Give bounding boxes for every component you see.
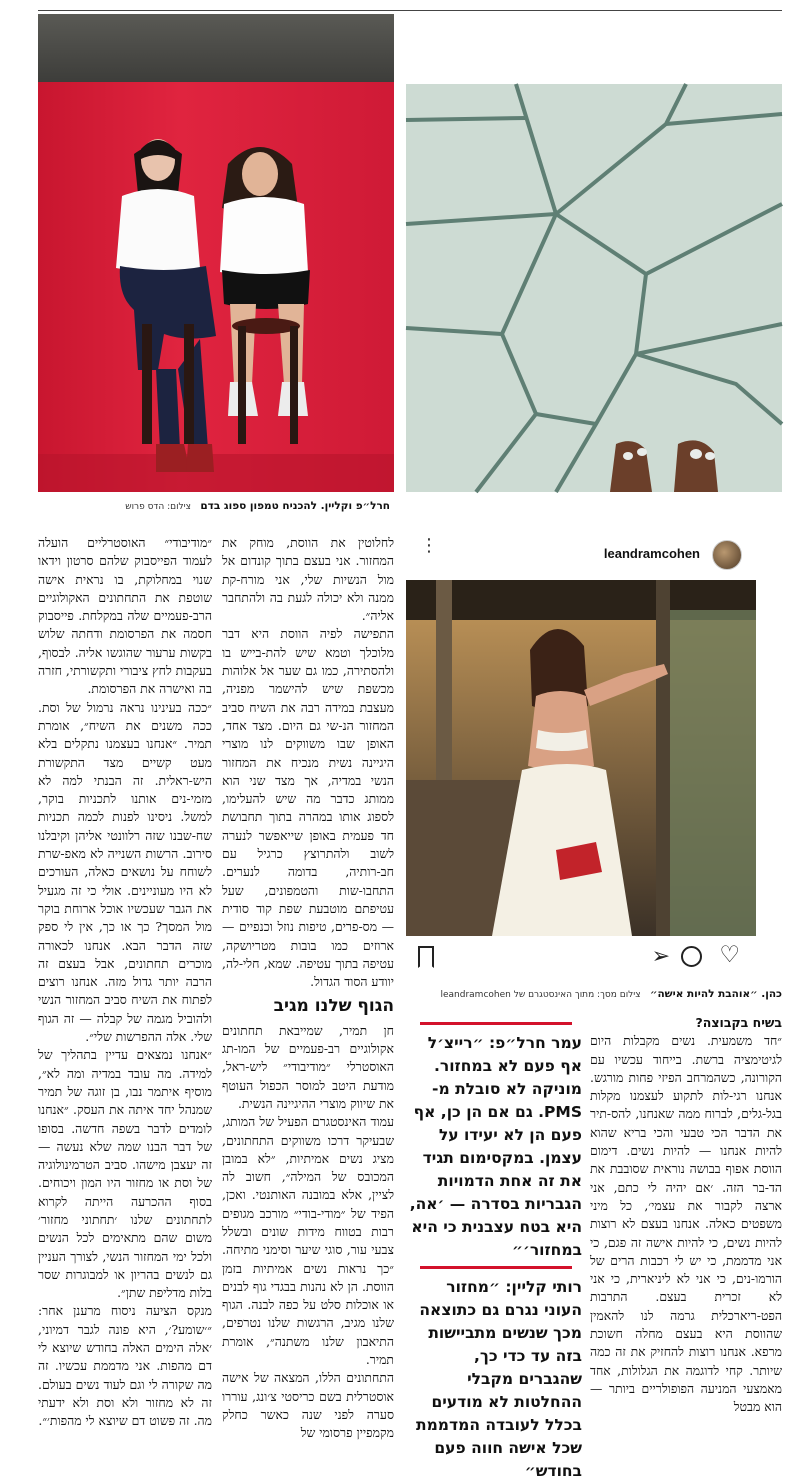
article-paragraph: מנקס הציעה ניסוח מרענן אחר: ״׳שומע?׳, היא פונה לגבר דמיוני, ׳אלה הימים האלה בחודש שיוצא לי דם מהפות. אני מדממת עכשיו. זה מה שקורה לי וגם לעוד נשים בעולם. זה לא מחזור ולא וסת ולא ידעתי מה. זה פשוט דם שיוצא לי מהפות׳״. — [38, 1303, 212, 1429]
share-icon[interactable]: ➢ — [651, 944, 670, 969]
like-icon[interactable]: ♡ — [719, 942, 740, 968]
instagram-actions — [406, 944, 756, 974]
section-heading: הגוף שלנו מגיב — [273, 996, 394, 1017]
article-paragraph: ״חד משמעית. נשים מקבלות היום לגיטימציה ברשת. בייחוד עכשיו עם הקורונה, כשהמרחב הפיזי פחות מורגש. אנחנו רגי-לות לתקוע לעצמנו מקלות בגל-גלים, לברוח ממה שאנחנו, להס-תיר את הדבר הכי טבעי והכי בריא שהוא להיות אנחנו — להיות נשים. דימום הווסת אפוף בבושה נוראית שסובבת את הד-בר הזה. ׳אם יהיה לי כתם, אני ארצה לקבור את עצמי׳, כל מיני משפטים כאלה. אנחנו בעצם לא רוצות להיות נשים, כי להיות אישה זה פגם, כי אני מדממת, כי יש לי רכבות הרים של הורמו-נים, כי אני לא ליניארית, כי אני לא זכרית בעצם. התרבות הפט-ריארכלית גרמה לנו להאמין שהווסת היא בעצם מחלה חשוכת מרפא. אנחנו רוצות להחזיק את זה כמה שיותר. קחי לדוגמה את הגלולות, אחד מאמצעי המניעה הפופולריים ביותר — הוא מבטל — [590, 1033, 782, 1415]
pull-quote: רותי קליין: ״מחזור העוני נגרם גם כתוצאה מכך שנשים מתביישות בזה עד כדי כך, שהגברים מקבלי ההחלטות לא מודעים בכלל לעובדה המדממת שכל אישה חווה פעם בחודש״ — [415, 1278, 582, 1480]
photo-caption-text: חרל״פ וקליין. להכניח טמפון ספוג בדם — [200, 500, 390, 512]
article-column-left — [38, 534, 212, 1462]
subsection-heading: בשיח בקבוצה? — [695, 1015, 782, 1030]
instagram-post-header — [406, 536, 782, 576]
photo-tiled-floor — [406, 84, 782, 492]
article-paragraph: ״אנחנו נמצאים עדיין בתהליך של למידה. מה עובד במדיה ומה לא״, מוסיף איתמר נבו, בן זוגה של תמיר שמנהל יחד איתה את העסק. ״אנחנו לומדים לדבר בשפה חדשה. בסופו של דבר הבנו שמה שלא נעשה — זה יעצבן מישהו. סביב הטרמינולוגיה של וסת או מחזור היו המון ויכוחים. בסוף ההכרעה הייתה לקרוא לתחתונים שלנו ׳תחתוני מחזור׳ משום שהם מתאימים לכל הנשים ולכל ימי המחזור הנשי, לצורך העניין גם לנשים בהריון או למבוגרות שסר בלות מדליפת שתן״. — [38, 1047, 212, 1301]
photo-duo-portrait — [38, 14, 394, 492]
bookmark-icon[interactable] — [418, 946, 434, 968]
pull-quote: עמר חרל״פ: ״רייצ׳ל אף פעם לא במחזור. מוניקה לא סובלת מ-PMS. גם אם הן כן, אף פעם הן לא יעידו על עצמן. במקסימום תגיד את זה אחת הדמויות הגבריות בסדרה — ׳אה, היא בטח עצבנית כי היא במחזור׳״ — [409, 1034, 582, 1259]
photo-caption-credit: צילום: הדס פרוש — [125, 502, 192, 512]
article-paragraph: ״ככה בעינינו נראה נרמול של וסת. ככה משנים את השיח״, אומרת תמיר. ״אנחנו בעצמנו נתקלים בלא מעט קשיים מצד התקשורת היש-ראלית. זה הבנתי למה לא מזמי-נים אותנו לתכניות בוקר, למשל. ניסינו לפנות לכמה תכניות שח-שבנו שזה רלוונטי אליהן וקיבלנו סירוב. הרשות השנייה לא מאפ-שרת לשוחח על נושאים כאלה, העורכים לא היו מעוניינים. אולי כי זה מגעיל את הגבר שעכשיו אוכל ארוחת בוקר מול המסך? כך או כך, אין לי ספק שזה הדבר הבא. אנחנו לכאורה מוכרים תחתונים, אבל בעצם זה הרבה יותר גדול מזה. אנחנו רוצים לפתוח את השיח סביב המחזור הנשי ולהוביל מגמה של קבלה — זה הגוף שלי. אלה ההפרשות שלי״. — [38, 699, 212, 1045]
avatar[interactable] — [712, 540, 742, 570]
more-options-icon[interactable]: ⋮ — [420, 535, 438, 556]
comment-icon[interactable] — [681, 946, 702, 967]
article-paragraph: התפישה לפיה הווסת היא דבר מלוכלך וטמא שיש להת-בייש בו ולהסתירה, כמו גם שער אל אלוהות מכשפת שיש להישמר מפניה, מעצבת במידה רבה את השיח סביב המחזור הנ-שי גם היום. מצד אחד, האופן שבו משווקים לנו מוצרי היגיינה נשית מנכיח את המחזור הנשי במדיה, אך מצד שני הוא ממותג כדבר מה שיש להעלימו, לספוג אותו במהרה בתוך תחבושת חד פעמית באופן שייאפשר לנערה לשוב ולהתרוצץ כרגיל עם חב-רותיה, בדומה לנערים. התחבו-שות והטמפונים, שעל עטיפתם מוטבעת שפת קוד סודית — מס-פרים, טיפות נוזל וכנפיים — ארוזים כמו בובות מטריושקה, עטיפה בתוך עטיפה. שמא, חלי-לה, יוודע הסוד הגדול. — [222, 626, 394, 990]
top-rule — [38, 10, 782, 11]
instagram-caption — [441, 988, 783, 1000]
pull-quote-rule — [420, 1022, 572, 1025]
article-paragraph: התחתונים הללו, המצאה של אישה אוסטרלית בשם כריסטי צ׳ונג, עוררו סערה לפני שנה כאשר כחלק מקמפיין פרסומי של — [222, 1370, 394, 1441]
article-paragraph: ״מודיבודי״ האוסטרליים הועלה לעמוד הפייסבוק שלהם סרטון וידאו שנוי במחלוקת, בו נראית אישה שוטפת את התחתונים האקולוגיים הרב-פעמיים שלה במקלחת. פייסבוק חסמה את הפרסומת ודחתה שלוש בקשות ערעור שהוגשו אליה. לבסוף, בעקבות לחץ ציבורי ותקשורתי, חזרה בה ואישרה את הפרסומת. — [37, 535, 212, 697]
article-paragraph: עמוד האינסטגרם הפעיל של המותג, שבעיקר דרכו משווקים התחתונים, מציג נשים אמיתיות, ״לא במובן המכובס של המילה״, חשוב לה לציין, אלא במובנה האותנטי. ואכן, הפיד של ״מודי-בודי״ מורכב מגופים רבות בטווח מידות שונים ובשלל צבעי עור, סוגי שיער וסימני מתיחה. ״כך נראות נשים אמיתיות בזמן הווסת. הן לא נהנות בבגדי גוף לבנים או אוכלות סלט על כפה לבנה. הגוף שלנו מגיב, הרגשות שלנו נטרפים, התיאבון שלנו משתנה״, אומרת תמיר. — [222, 1114, 394, 1368]
article-paragraph: חן תמיר, שמייבאת תחתונים אקולוגיים רב-פעמיים של המו-תג האוסטרלי ״מודיבודי״ ליש-ראל, מודעת היטב למוסר הכפול העוטף את שיווק מוצרי ההיגיינה הנשית. — [222, 1022, 394, 1111]
instagram-caption-text: כהן. ״אוהבת להיות אישה״ — [649, 988, 782, 1000]
instagram-caption-credit: צילום מסך: מתוך האינסטגרם של leandramcohen — [440, 990, 641, 1000]
article-paragraph: לחלוטין את הווסת, מוחק את המחזור. אני בעצם בתוך קונדום אל מול הנשיות שלי, אני מורח-קת ממנה ולא יכולה לגעת בה ולהתחבר אליה״. — [222, 535, 394, 624]
photo-caption — [125, 500, 390, 512]
article-column-right — [590, 1014, 782, 1464]
instagram-photo — [406, 580, 756, 936]
instagram-username[interactable]: leandramcohen — [603, 546, 700, 561]
pull-quote-rule — [420, 1266, 572, 1269]
article-column-middle — [222, 534, 394, 1462]
